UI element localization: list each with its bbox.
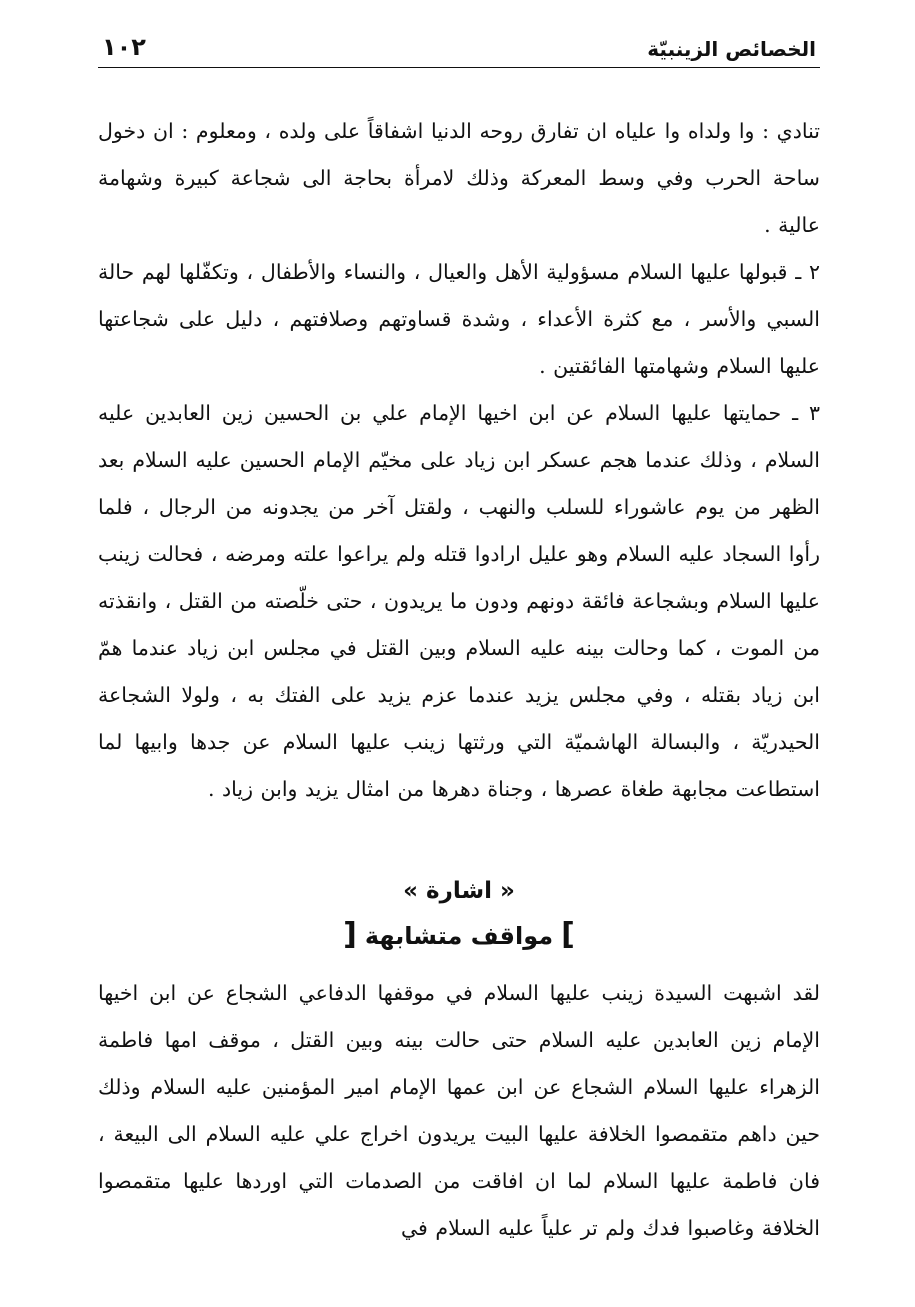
- section-heading: [98, 871, 820, 958]
- paragraph: ٢ ـ قبولها عليها السلام مسؤولية الأهل والعيال ، والنساء والأطفال ، وتكفّلها لهم حالة السبي والأسر ، مع كثرة الأعداء ، وشدة قساوتهم وصلافتهم ، دليل على شجاعتها عليها السلام وشهامتها الفائقتين .: [98, 260, 820, 378]
- running-header: [98, 32, 820, 68]
- book-title: الخصائص الزينبيّة: [647, 37, 816, 61]
- paragraph: ٣ ـ حمايتها عليها السلام عن ابن اخيها الإمام علي بن الحسين زين العابدين عليه السلام ، وذلك عندما هجم عسكر ابن زياد على مخيّم الإمام الحسين عليه السلام بعد الظهر من يوم عاشوراء للسلب والنهب ، ولقتل آخر من يجدونه من الرجال ، فلما رأوا السجاد عليه السلام وهو عليل ارادوا قتله ولم يراعوا علته ومرضه ، فحالت زينب عليها السلام وبشجاعة فائقة دونهم ودون ما يريدون ، حتى خلّصته من القتل ، وانقذته من الموت ، كما وحالت بينه عليه السلام وبين القتل في مجلس ابن زياد عندما همّ ابن زياد بقتله ، وفي مجلس يزيد عندما عزم يزيد على الفتك به ، ولولا الشجاعة الحيدريّة ، والبسالة الهاشميّة التي ورثتها زينب عليها السلام عن جدها وابيها لما استطاعت مجابهة طغاة عصرها ، وجناة دهرها من امثال يزيد وابن زياد .: [98, 401, 820, 801]
- book-page: [98, 32, 820, 1252]
- main-text: [98, 108, 820, 813]
- page-number: ١٠٢: [102, 33, 146, 61]
- opening-bracket: ]: [561, 917, 575, 952]
- paragraph: تنادي : وا ولداه وا علياه ان تفارق روحه الدنيا اشفاقاً على ولده ، ومعلوم : ان دخول ساحة الحرب وفي وسط المعركة وذلك لامرأة بحاجة الى شجاعة كبيرة وشهامة عالية .: [98, 119, 820, 237]
- section-title: « اشارة »: [403, 878, 515, 904]
- section-subtitle-text: مواقف متشابهة: [364, 922, 554, 950]
- section-subtitle: [98, 913, 820, 958]
- paragraph: لقد اشبهت السيدة زينب عليها السلام في موقفها الدفاعي الشجاع عن ابن اخيها الإمام زين العابدين عليه السلام حتى حالت بينه وبين القتل ، موقف امها فاطمة الزهراء عليها السلام الشجاع عن ابن عمها الإمام امير المؤمنين عليه السلام وذلك حين داهم متقمصوا الخلافة عليها البيت يريدون اخراج علي عليه السلام الى البيعة ، فان فاطمة عليها السلام لما ان افاقت من الصدمات التي اوردها عليها متقمصوا الخلافة وغاصبوا فدك ولم تر علياً عليه السلام في: [98, 981, 820, 1240]
- closing-bracket: [: [343, 917, 357, 952]
- section-body: [98, 970, 820, 1252]
